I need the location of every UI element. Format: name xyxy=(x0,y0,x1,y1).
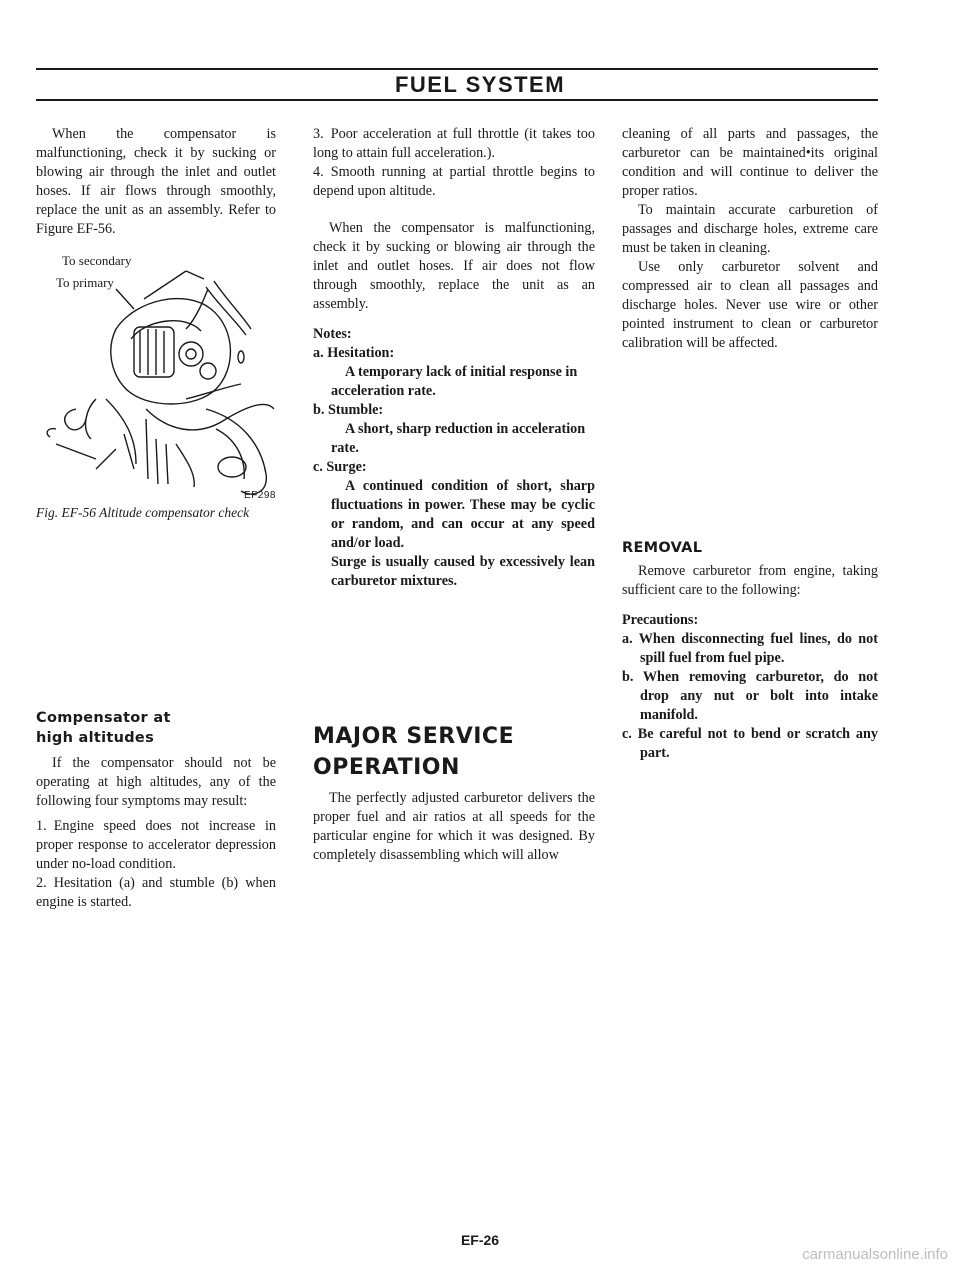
figure-code: EF298 xyxy=(244,490,276,501)
figure-label-secondary: To secondary xyxy=(62,253,132,268)
column-right xyxy=(622,125,878,763)
note-b-text: A short, sharp reduction in acceleration rate. xyxy=(331,421,586,456)
heading-removal: REMOVAL xyxy=(622,540,703,556)
precaution-c: c. Be careful not to bend or scratch any part. xyxy=(622,726,878,761)
figure-label-primary: To primary xyxy=(56,275,114,290)
compensator-illustration xyxy=(36,269,276,499)
note-a-title: a. Hesitation: xyxy=(313,345,395,361)
page-title: FUEL SYSTEM xyxy=(394,72,566,97)
note-c-title: c. Surge: xyxy=(313,459,367,475)
paragraph-carburetion: To maintain accurate carburetion of passages and discharge holes, extreme care must be taken in cleaning. xyxy=(622,202,878,256)
paragraph-compensator-check: When the compensator is malfunctioning, check it by sucking or blowing air through the inlet and outlet hoses. If air flows through smoothly, replace the unit as an assembly. Refer to Figure EF-56. xyxy=(36,126,276,237)
heading-compensator-line1: Compensator at xyxy=(36,710,171,726)
precaution-b: b. When removing carburetor, do not drop any nut or bolt into intake manifold. xyxy=(622,669,878,723)
notes-label: Notes: xyxy=(313,326,352,342)
paragraph-cleaning: cleaning of all parts and passages, the carburetor can be maintained•its original condition and will continue to deliver the proper ratios. xyxy=(622,126,878,199)
paragraph-removal: Remove carburetor from engine, taking sufficient care to the following: xyxy=(622,563,878,598)
note-c-text-2: Surge is usually caused by excessively lean carburetor mixtures. xyxy=(331,554,595,589)
paragraph-major-service: The perfectly adjusted carburetor delivers the proper fuel and air ratios at all speeds for the particular engine for which it was designed. By completely disassembling which will allow xyxy=(313,790,595,863)
header-rule-top xyxy=(36,68,878,70)
figure-altitude-compensator xyxy=(36,251,276,501)
note-c-text-1: A continued condition of short, sharp fluctuations in power. These may be cyclic or random, and can occur at any speed and/or load. xyxy=(331,478,595,551)
figure-caption: Fig. EF-56 Altitude compensator check xyxy=(36,505,250,520)
paragraph-compensator-check-2: When the compensator is malfunctioning, check it by sucking or blowing air through the inlet and outlet hoses. If air does not flow through smoothly, replace the unit as an assembly. xyxy=(313,220,595,312)
list-item-symptom-2: 2. Hesitation (a) and stumble (b) when engine is started. xyxy=(36,875,276,910)
heading-compensator-line2: high altitudes xyxy=(36,730,154,746)
column-left xyxy=(36,125,276,912)
list-item-symptom-3: 3. Poor acceleration at full throttle (it takes too long to attain full acceleration.). xyxy=(313,126,595,161)
watermark: carmanualsonline.info xyxy=(802,1246,948,1263)
page-number: EF-26 xyxy=(460,1232,500,1248)
precaution-a: a. When disconnecting fuel lines, do not spill fuel from fuel pipe. xyxy=(622,631,878,666)
precautions-label: Precautions: xyxy=(622,612,699,628)
column-middle xyxy=(313,125,595,865)
header-rule-bottom xyxy=(36,99,878,101)
paragraph-solvent: Use only carburetor solvent and compressed air to clean all passages and discharge holes. Never use wire or other pointed instrument to clean or carburetor calibration will be affected. xyxy=(622,259,878,351)
list-item-symptom-1: 1. Engine speed does not increase in proper response to accelerator depression under no-load condition. xyxy=(36,818,276,872)
heading-major-service-line1: MAJOR SERVICE xyxy=(313,724,515,749)
list-item-symptom-4: 4. Smooth running at partial throttle begins to depend upon altitude. xyxy=(313,164,595,199)
note-b-title: b. Stumble: xyxy=(313,402,384,418)
note-a-text: A temporary lack of initial response in acceleration rate. xyxy=(331,364,578,399)
paragraph-symptoms-intro: If the compensator should not be operating at high altitudes, any of the following four symptoms may result: xyxy=(36,755,276,809)
heading-major-service-line2: OPERATION xyxy=(313,755,460,780)
